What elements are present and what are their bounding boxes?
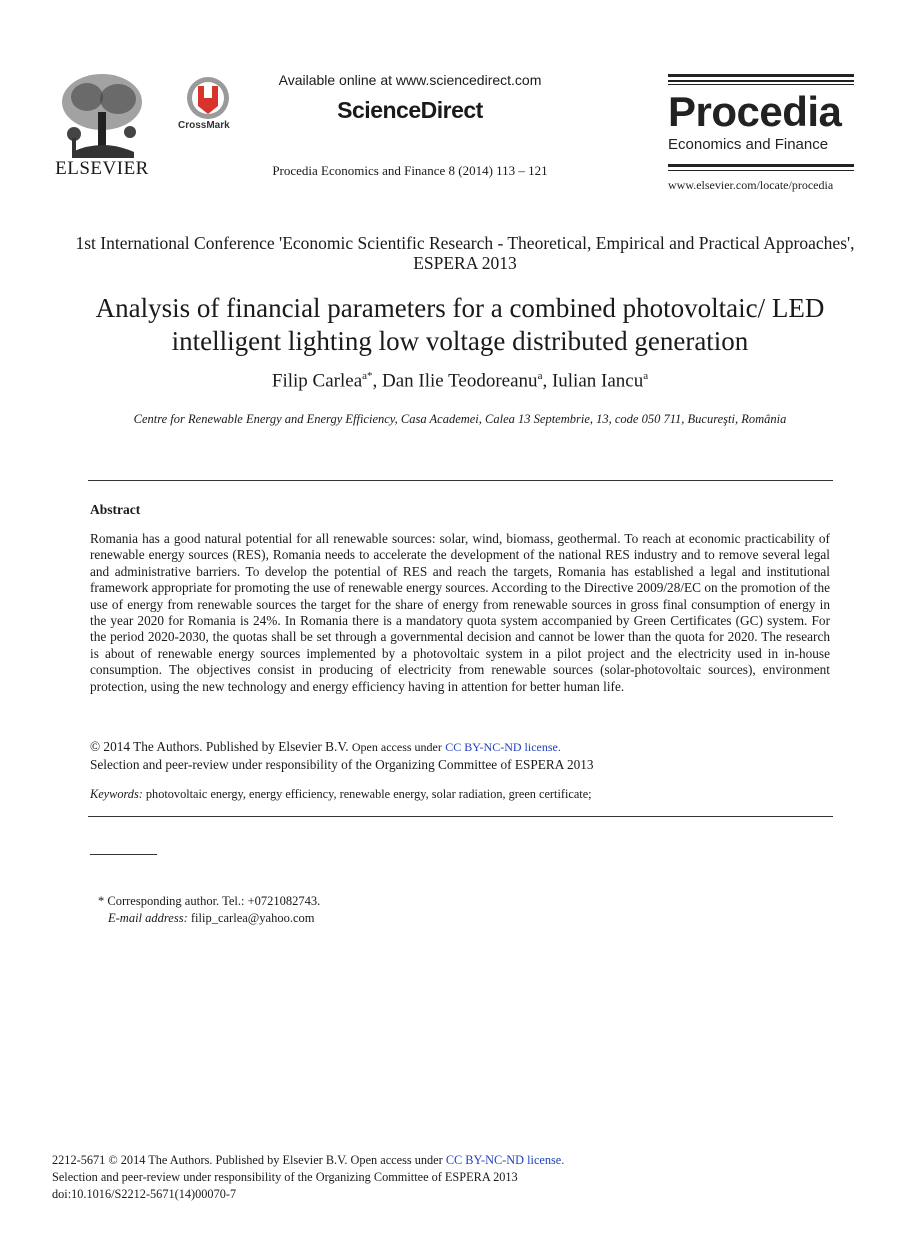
copyright-text: © 2014 The Authors. Published by Elsevier B.V. xyxy=(90,739,349,754)
license-link[interactable]: CC BY-NC-ND license. xyxy=(445,740,561,754)
peer-review-text: Selection and peer-review under responsibility of the Organizing Committee of ESPERA 2013 xyxy=(90,757,594,772)
keywords-label: Keywords: xyxy=(90,787,143,801)
keywords-list: photovoltaic energy, energy efficiency, renewable energy, solar radiation, green certificate; xyxy=(145,787,592,801)
crossmark-icon xyxy=(186,76,230,120)
section-divider xyxy=(88,480,833,481)
procedia-rule xyxy=(668,74,854,77)
procedia-logo xyxy=(668,74,854,196)
affiliation: Centre for Renewable Energy and Energy Efficiency, Casa Academei, Calea 13 Septembrie, 13, code 050 711, Bucureşti, România xyxy=(133,412,787,426)
corresponding-mark: * xyxy=(367,370,373,382)
paper-title-line: Analysis of financial parameters for a combined photovoltaic/ LED xyxy=(95,293,825,323)
crossmark-badge[interactable] xyxy=(180,76,240,136)
author-name: Filip Carlea xyxy=(271,370,363,392)
elsevier-logo xyxy=(52,72,152,180)
email-note xyxy=(108,911,315,926)
section-divider xyxy=(88,816,833,817)
footnote-rule xyxy=(90,854,157,855)
elsevier-tree-icon xyxy=(52,72,152,158)
footer-issn-copyright: 2212-5671 © 2014 The Authors. Published by Elsevier B.V. Open access under xyxy=(52,1153,443,1167)
corresponding-author-note: * Corresponding author. Tel.: +0721082743. xyxy=(98,894,321,908)
available-online-text[interactable]: Available online at www.sciencedirect.com xyxy=(278,72,542,88)
author-affil-sup: a xyxy=(362,370,368,382)
footer-copyright xyxy=(52,1153,564,1168)
abstract-heading: Abstract xyxy=(90,502,141,517)
procedia-rule xyxy=(668,80,854,82)
sciencedirect-logo: ScienceDirect xyxy=(337,97,483,123)
author-name: Dan Ilie Teodoreanu xyxy=(382,370,538,392)
paper-title-line: intelligent lighting low voltage distributed generation xyxy=(171,326,749,356)
procedia-title: Procedia xyxy=(668,88,842,135)
procedia-rule xyxy=(668,170,854,171)
conference-name: 1st International Conference 'Economic Scientific Research - Theoretical, Empirical and Practical Approaches', ESPERA 2013 xyxy=(75,233,855,273)
copyright-line xyxy=(90,739,561,755)
procedia-rule xyxy=(668,84,854,85)
email-address[interactable]: filip_carlea@yahoo.com xyxy=(190,911,315,925)
crossmark-label: CrossMark xyxy=(178,120,230,131)
author-name: Iulian Iancu xyxy=(551,370,644,392)
journal-reference: Procedia Economics and Finance 8 (2014) 113 – 121 xyxy=(272,163,548,178)
procedia-subtitle: Economics and Finance xyxy=(668,136,829,153)
procedia-url[interactable]: www.elsevier.com/locate/procedia xyxy=(668,178,834,192)
footer-license-link[interactable]: CC BY-NC-ND license. xyxy=(445,1153,565,1167)
paper-title xyxy=(60,292,860,358)
footer-peer-review: Selection and peer-review under responsibility of the Organizing Committee of ESPERA 2013 xyxy=(52,1170,518,1184)
email-label: E-mail address: xyxy=(108,911,188,925)
abstract-body: Romania has a good natural potential for all renewable sources: solar, wind, biomass, geothermal. To reach at economic practicability of renewable energy sources (RES), Romania needs to accelerate the development of the national RES industry and to remove several legal and administrative barriers. To develop the potential of RES and reach the targets, Romania has established a legal and institutional framework appropriate for promoting the use of renewable energy sources. According to the Directive 2009/28/EC on the promotion of the use of energy from renewable sources the target for the share of energy from renewable sources in gross final consumption of energy in the year 2020 for Romania is 24%. In Romania there is a mandatory quota system accompanied by Green Certificates (GC) system. For the period 2020-2030, the quotas shall be set through a governmental decision and cannot be lower than the quota for 2020. The research is about of renewable energy sources implemented by a photovoltaic system in a pilot project and the electricity used in in-house consumption. The objectives consist in producing of electricity from renewable sources (solar-photovoltaic sources), environment protection, using the new technology and energy efficiency having in attention for better human life. xyxy=(90,531,830,694)
keywords xyxy=(90,787,592,802)
author-list: Filip Carlea$^{a*}$, Dan Ilie Teodoreanu$^a$, Iulian Iancu$^a$ xyxy=(271,370,649,392)
elsevier-wordmark: ELSEVIER xyxy=(55,158,149,179)
footer-doi[interactable]: doi:10.1016/S2212-5671(14)00070-7 xyxy=(52,1187,237,1201)
author-affil-sup: a xyxy=(537,370,543,382)
procedia-rule xyxy=(668,164,854,167)
author-affil-sup: a xyxy=(643,370,649,382)
open-access-text: Open access under xyxy=(351,740,442,754)
